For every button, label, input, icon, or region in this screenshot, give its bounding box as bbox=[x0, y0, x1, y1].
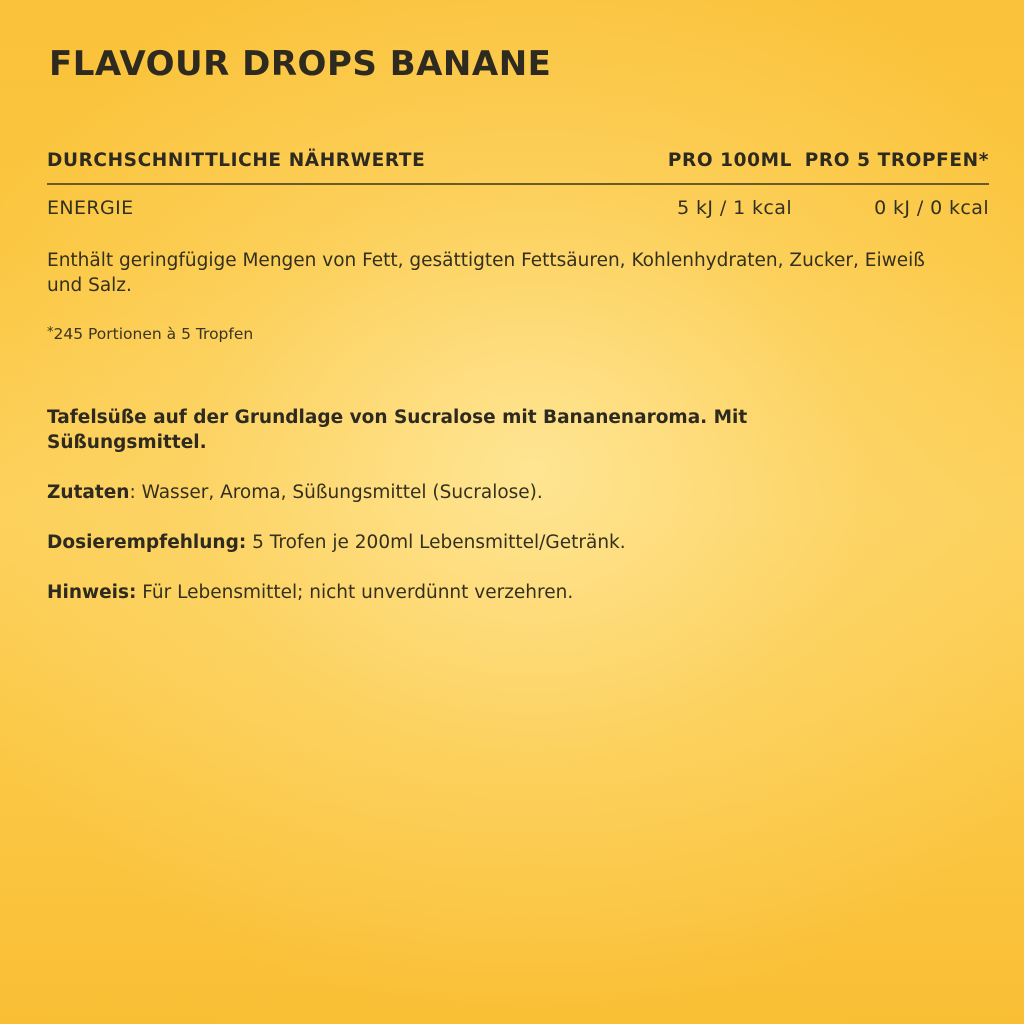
nutrition-row-per-100ml: 5 kJ / 1 kcal bbox=[587, 184, 796, 219]
portions-footnote bbox=[47, 325, 980, 343]
nutrition-header-row bbox=[47, 150, 989, 184]
footnote-text: 245 Portionen à 5 Tropfen bbox=[53, 325, 254, 344]
nutrition-header-per-100ml: PRO 100ML bbox=[667, 150, 792, 172]
nutrition-row-name: ENERGIE bbox=[47, 184, 587, 219]
table-row bbox=[47, 184, 989, 219]
nutrition-section bbox=[47, 150, 989, 344]
ingredients-line bbox=[47, 481, 980, 506]
ingredients-label: Zutaten bbox=[47, 482, 130, 504]
description-headline: Tafelsüße auf der Grundlage von Sucralose mit Bananenaroma. Mit Süßungsmittel. bbox=[47, 407, 748, 454]
page-title: FLAVOUR DROPS BANANE bbox=[49, 44, 552, 84]
hint-value: Für Lebensmittel; nicht unverdünnt verzehren. bbox=[136, 582, 574, 604]
hint-label: Hinweis: bbox=[47, 582, 137, 604]
dosage-line bbox=[47, 531, 980, 556]
nutrition-header-per-5-drops: PRO 5 TROPFEN* bbox=[804, 150, 989, 172]
dosage-value: 5 Trofen je 200ml Lebensmittel/Getränk. bbox=[246, 532, 626, 554]
nutrition-table bbox=[47, 150, 989, 219]
footnote-marker: * bbox=[47, 325, 54, 341]
hint-line bbox=[47, 581, 980, 606]
nutrition-header-label: DURCHSCHNITTLICHE NÄHRWERTE bbox=[47, 150, 426, 172]
ingredients-separator: : bbox=[129, 482, 142, 504]
description-section bbox=[47, 406, 980, 606]
nutrition-table-body bbox=[47, 184, 989, 219]
nutrition-row-per-5-drops: 0 kJ / 0 kcal bbox=[796, 184, 989, 219]
ingredients-value: Wasser, Aroma, Süßungsmittel (Sucralose). bbox=[141, 482, 543, 504]
nutrition-table-head bbox=[47, 150, 989, 184]
dosage-label: Dosierempfehlung: bbox=[47, 532, 247, 554]
nutrition-note: Enthält geringfügige Mengen von Fett, gesättigten Fettsäuren, Kohlenhydraten, Zucker, Eiweiß und Salz. bbox=[47, 250, 925, 296]
